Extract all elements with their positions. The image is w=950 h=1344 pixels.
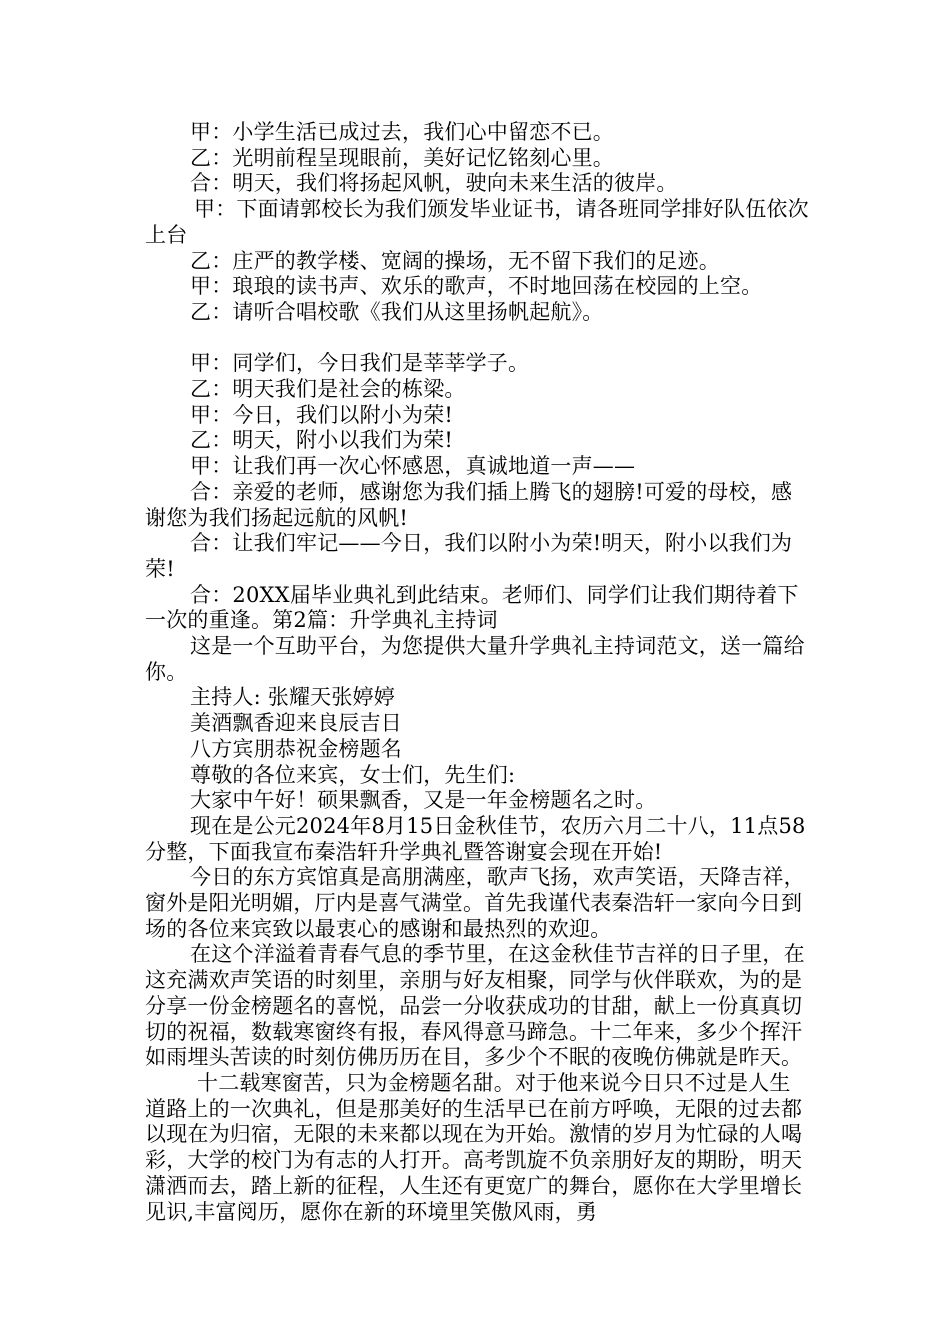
paragraph: 乙：请听合唱校歌《我们从这里扬帆起航》。 [190, 299, 604, 324]
paragraph: 今日的东方宾馆真是高朋满座，歌声飞扬，欢声笑语，天降吉祥，窗外是阳光明媚，厅内是喜气满堂。首先我谨代表秦浩轩一家向今日到场的各位来宾致以最衷心的感谢和最热烈的欢迎。 [145, 865, 805, 941]
paragraph: 合：亲爱的老师，感谢您为我们插上腾飞的翅膀!可爱的母校，感谢您为我们扬起远航的风帆! [145, 479, 793, 530]
paragraph: 在这个洋溢着青春气息的季节里，在这金秋佳节吉祥的日子里，在这充满欢声笑语的时刻里，亲朋与好友相聚，同学与伙伴联欢，为的是分享一份金榜题名的喜悦，品尝一分收获成功的甘甜，献上一份真真切切的祝福，数载寒窗终有报，春风得意马蹄急。十二年来，多少个挥汗如雨埋头苦读的时刻仿佛历历在目，多少个不眠的夜晚仿佛就是昨天。 [145, 942, 805, 1070]
paragraph: 合：明天，我们将扬起风帆，驶向未来生活的彼岸。 [190, 171, 678, 196]
paragraph: 乙：明天，附小以我们为荣! [190, 428, 454, 453]
paragraph: 乙：庄严的教学楼、宽阔的操场，无不留下我们的足迹。 [190, 248, 720, 273]
paragraph: 甲：下面请郭校长为我们颁发毕业证书，请各班同学排好队伍依次上台 [145, 197, 809, 247]
paragraph: 八方宾朋恭祝金榜题名 [190, 736, 402, 761]
paragraph: 美酒飘香迎来良辰吉日 [190, 711, 402, 736]
paragraph: 乙：光明前程呈现眼前，美好记忆铭刻心里。 [190, 145, 614, 170]
document-body [145, 120, 811, 1225]
paragraph: 合：让我们牢记——今日，我们以附小为荣!明天，附小以我们为荣! [145, 531, 793, 581]
paragraph: 甲：今日，我们以附小为荣! [190, 402, 454, 427]
paragraph: 主持人: 张耀天张婷婷 [190, 685, 395, 710]
paragraph: 十二载寒窗苦，只为金榜题名甜。对于他来说今日只不过是人生道路上的一次典礼，但是那美好的生活早已在前方呼唤，无限的过去都以现在为归宿，无限的未来都以现在为开始。激情的岁月为忙碌的人喝彩，大学的校门为有志的人打开。高考凯旋不负亲朋好友的期盼，明天潇洒而去，踏上新的征程，人生还有更宽广的舞台，愿你在大学里增长见识,丰富阅历，愿你在新的环境里笑傲风雨，勇 [145, 1071, 803, 1224]
paragraph: 甲：琅琅的读书声、欢乐的歌声，不时地回荡在校园的上空。 [190, 274, 763, 299]
paragraph: 甲：同学们，今日我们是莘莘学子。 [190, 351, 530, 376]
paragraph: 这是一个互助平台，为您提供大量升学典礼主持词范文，送一篇给你。 [145, 634, 805, 684]
paragraph: 合：20XX届毕业典礼到此结束。老师们、同学们让我们期待着下一次的重逢。第2篇：升学典礼主持词 [145, 582, 799, 633]
paragraph: 现在是公元2024年8月15日金秋佳节，农历六月二十八，11点58分整，下面我宣布秦浩轩升学典礼暨答谢宴会现在开始! [145, 813, 806, 864]
paragraph: 乙：明天我们是社会的栋梁。 [190, 377, 466, 402]
paragraph: 甲：小学生活已成过去，我们心中留恋不已。 [190, 120, 614, 144]
paragraph: 尊敬的各位来宾，女士们，先生们: [190, 762, 516, 787]
paragraph: 甲：让我们再一次心怀感恩，真诚地道一声—— [190, 454, 636, 479]
paragraph: 大家中午好！硕果飘香，又是一年金榜题名之时。 [190, 788, 657, 813]
blank-line [145, 326, 811, 352]
